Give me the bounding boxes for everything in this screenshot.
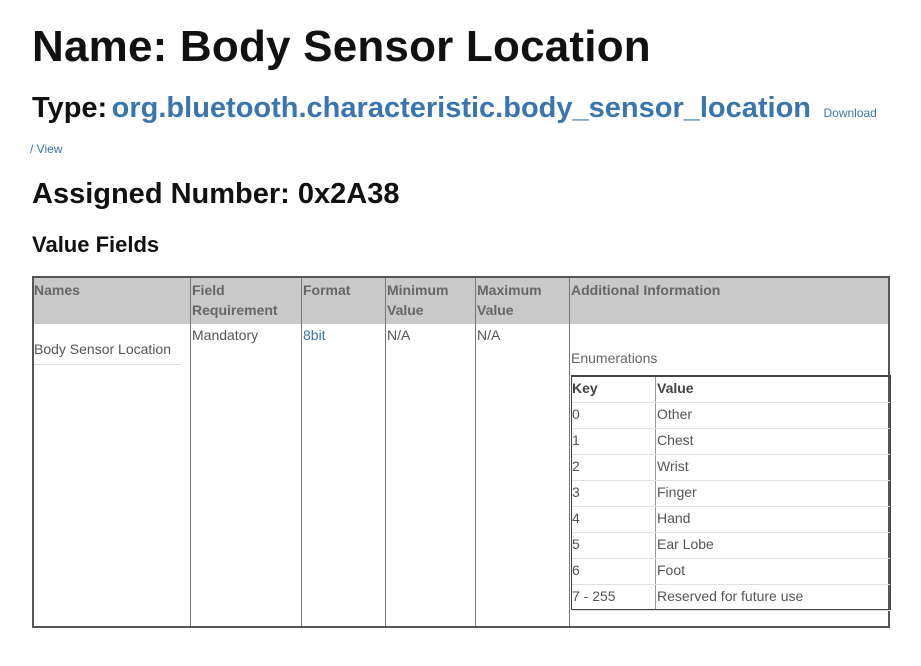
column-divider [475, 278, 476, 626]
page-title: Name: Body Sensor Location [32, 22, 651, 71]
header-additional-information: Additional Information [571, 282, 721, 298]
assigned-number: Assigned Number: 0x2A38 [32, 178, 400, 210]
enum-value: Wrist [657, 458, 689, 474]
enum-key-header: Key [572, 380, 598, 396]
enum-row [572, 429, 890, 455]
header-field-requirement: Field Requirement [192, 282, 278, 318]
enum-header-row [572, 377, 890, 403]
table-header [34, 278, 888, 324]
enum-key: 7 - 255 [572, 588, 616, 604]
enum-value: Hand [657, 510, 691, 526]
enum-key: 4 [572, 510, 580, 526]
enum-row [572, 559, 890, 585]
enum-key: 0 [572, 406, 580, 422]
cell-requirement: Mandatory [192, 327, 259, 343]
enum-row [572, 585, 890, 611]
column-divider [569, 278, 570, 626]
download-link[interactable]: Download [823, 106, 877, 120]
enumerations-table [571, 375, 891, 610]
enum-value: Ear Lobe [657, 536, 714, 552]
column-divider [301, 278, 302, 626]
enum-value: Foot [657, 562, 686, 578]
header-minimum-value: Minimum Value [387, 282, 449, 318]
enum-value: Reserved for future use [657, 588, 804, 604]
enumerations-title: Enumerations [571, 350, 658, 366]
column-divider [385, 278, 386, 626]
enum-key: 2 [572, 458, 580, 474]
enum-row [572, 507, 890, 533]
value-fields-heading: Value Fields [32, 232, 160, 257]
header-names: Names [34, 282, 80, 298]
enum-row [572, 455, 890, 481]
type-link[interactable]: org.bluetooth.characteristic.body_sensor_location [111, 92, 812, 124]
type-label: Type: [32, 92, 108, 124]
header-format: Format [303, 282, 351, 298]
enum-value: Finger [657, 484, 697, 500]
enum-value: Other [657, 406, 693, 422]
cell-minimum: N/A [387, 327, 411, 343]
cell-format-link[interactable]: 8bit [303, 327, 326, 343]
type-line [32, 92, 877, 125]
enum-row [572, 481, 890, 507]
enum-row [572, 403, 890, 429]
cell-maximum: N/A [477, 327, 501, 343]
header-maximum-value: Maximum Value [477, 282, 542, 318]
column-divider [190, 278, 191, 626]
cell-name: Body Sensor Location [34, 341, 171, 357]
name-underline [34, 364, 181, 365]
enum-key: 6 [572, 562, 580, 578]
value-fields-table [32, 276, 890, 628]
enum-value-header: Value [657, 380, 694, 396]
view-link[interactable]: / View [30, 142, 63, 156]
enum-value: Chest [657, 432, 694, 448]
enum-row [572, 533, 890, 559]
enum-key: 1 [572, 432, 580, 448]
enum-key: 3 [572, 484, 580, 500]
enum-key: 5 [572, 536, 580, 552]
